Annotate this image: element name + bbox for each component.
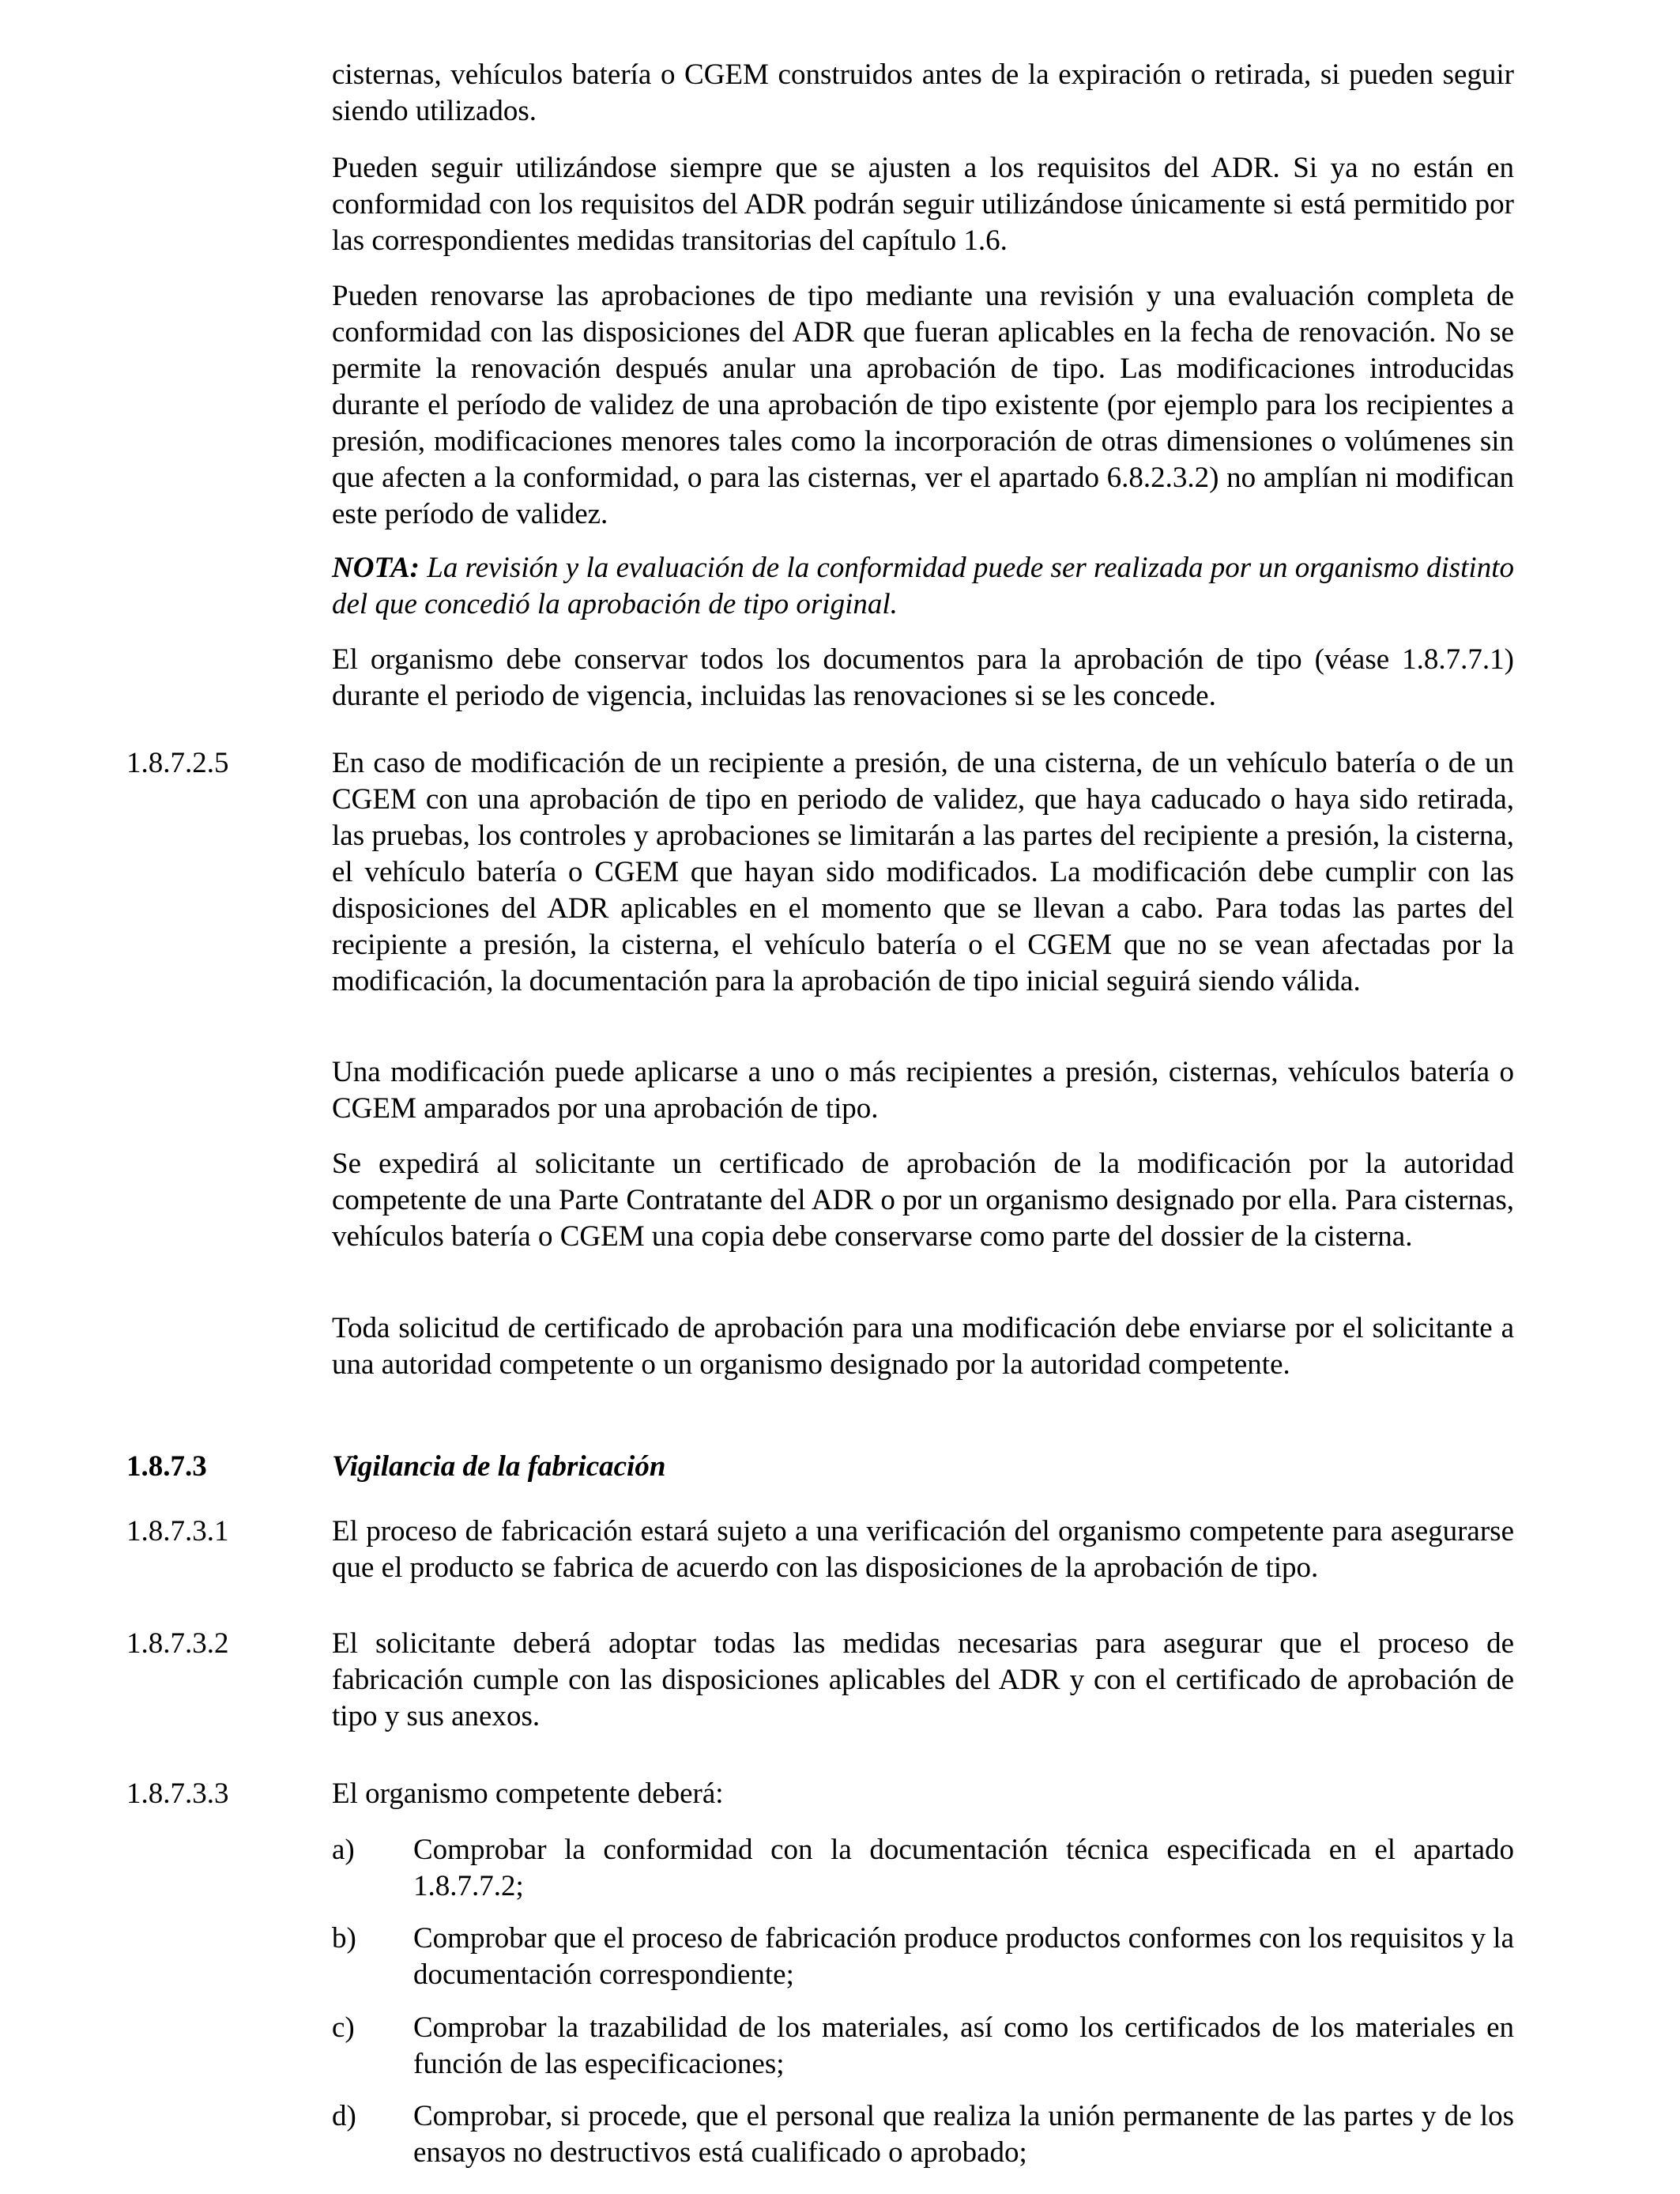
paragraph-modification-scope: Una modificación puede aplicarse a uno o más recipientes a presión, cisternas, vehículos batería o CGEM amparados por una aprobación de tipo. xyxy=(332,1056,1514,1125)
paragraph-applicant-measures: El solicitante deberá adoptar todas las medidas necesarias para asegurar que el proceso de fabricación cumple con las disposiciones aplicables del ADR y con el certificado de aprobación de tipo y sus anexos. xyxy=(332,1627,1514,1732)
paragraph-manufacturing-verification: El proceso de fabricación estará sujeto a una verificación del organismo competente para asegurarse que el producto se fabrica de acuerdo con las disposiciones de la aprobación de tipo. xyxy=(332,1515,1514,1584)
note-paragraph xyxy=(332,550,1514,623)
list-item-letter: b) xyxy=(332,1922,356,1955)
section-number-1-8-7-3-1: 1.8.7.3.1 xyxy=(126,1515,229,1547)
section-number-1-8-7-3-2: 1.8.7.3.2 xyxy=(126,1627,229,1660)
list-item-text: Comprobar que el proceso de fabricación produce productos conformes con los requisitos y la documentación correspondiente; xyxy=(413,1922,1514,1991)
paragraph-body-shall: El organismo competente deberá: xyxy=(332,1777,724,1810)
list-item-letter: a) xyxy=(332,1834,355,1866)
paragraph-modification: En caso de modificación de un recipiente a presión, de una cisterna, de un vehículo batería o de un CGEM con una aprobación de tipo en periodo de validez, que haya caducado o haya sido retirada, las pruebas, los controles y aprobaciones se limitarán a las partes del recipiente a presión, la cisterna, el vehículo batería o CGEM que hayan sido modificados. La modificación debe cumplir con las disposiciones del ADR aplicables en el momento que se llevan a cabo. Para todas las partes del recipiente a presión, la cisterna, el vehículo batería o el CGEM que no se vean afectadas por la modificación, la documentación para la aprobación de tipo inicial seguirá siendo válida. xyxy=(332,747,1514,997)
paragraph-document-retention: El organismo debe conservar todos los documentos para la aprobación de tipo (véase 1.8.7.7.1) durante el periodo de vigencia, incluidas las renovaciones si se les concede. xyxy=(332,643,1514,712)
list-item-letter: d) xyxy=(332,2100,356,2132)
note-text: La revisión y la evaluación de la conformidad puede ser realizada por un organismo distinto del que concedió la aprobación de tipo original. xyxy=(332,552,1514,620)
paragraph-renewal-conditions: Pueden seguir utilizándose siempre que se ajusten a los requisitos del ADR. Si ya no están en conformidad con los requisitos del ADR podrán seguir utilizándose únicamente si está permitido por las correspondientes medidas transitorias del capítulo 1.6. xyxy=(332,152,1514,257)
section-heading: Vigilancia de la fabricación xyxy=(332,1450,666,1483)
paragraph-renewal-approvals: Pueden renovarse las aprobaciones de tipo mediante una revisión y una evaluación completa de conformidad con las disposiciones del ADR que fueran aplicables en la fecha de renovación. No se permite la renovación después anular una aprobación de tipo. Las modificaciones introducidas durante el período de validez de una aprobación de tipo existente (por ejemplo para los recipientes a presión, modificaciones menores tales como la incorporación de otras dimensiones o volúmenes sin que afecten a la conformidad, o para las cisternas, ver el apartado 6.8.2.3.2) no amplían ni modifican este período de validez. xyxy=(332,280,1514,530)
section-number-1-8-7-3-3: 1.8.7.3.3 xyxy=(126,1777,229,1810)
list-item-text: Comprobar la trazabilidad de los materiales, así como los certificados de los materiales en función de las especificaciones; xyxy=(413,2011,1514,2080)
note-label: NOTA: xyxy=(332,552,420,584)
list-item-text: Comprobar, si procede, que el personal que realiza la unión permanente de las partes y de los ensayos no destructivos está cualificado o aprobado; xyxy=(413,2100,1514,2169)
section-number-1-8-7-3: 1.8.7.3 xyxy=(126,1450,207,1483)
paragraph-modification-certificate: Se expedirá al solicitante un certificado de aprobación de la modificación por la autoridad competente de una Parte Contratante del ADR o por un organismo designado por ella. Para cisternas, vehículos batería o CGEM una copia debe conservarse como parte del dossier de la cisterna. xyxy=(332,1148,1514,1253)
list-item-letter: c) xyxy=(332,2011,355,2044)
section-number-1-8-7-2-5: 1.8.7.2.5 xyxy=(126,747,229,779)
paragraph-modification-request: Toda solicitud de certificado de aprobación para una modificación debe enviarse por el solicitante a una autoridad competente o un organismo designado por la autoridad competente. xyxy=(332,1312,1514,1381)
list-item-text: Comprobar la conformidad con la documentación técnica especificada en el apartado 1.8.7.7.2; xyxy=(413,1834,1514,1902)
paragraph-continuation: cisternas, vehículos batería o CGEM construidos antes de la expiración o retirada, si pueden seguir siendo utilizados. xyxy=(332,58,1514,127)
